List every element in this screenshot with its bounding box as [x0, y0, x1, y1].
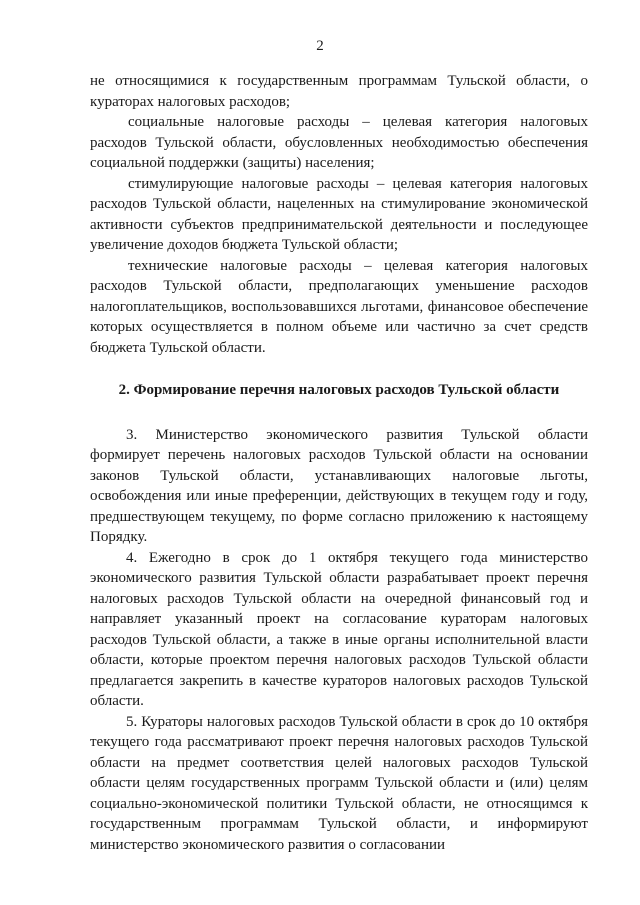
document-body [90, 71, 588, 855]
paragraph-stimulating-tax-expenses: стимулирующие налоговые расходы – целевая категория налоговых расходов Тульской области, нацеленных на стимулирование экономической активности субъектов предпринимательской деятельности и последующее увеличение доходов бюджета Тульской области; [90, 175, 588, 253]
paragraph-technical-tax-expenses: технические налоговые расходы – целевая категория налоговых расходов Тульской области, предполагающих уменьшение расходов налогоплательщиков, воспользовавшихся льготами, финансовое обеспечение которых осуществляется в полном объеме или частично за счет средств бюджета Тульской области. [90, 257, 588, 356]
paragraph-item-5: 5. Кураторы налоговых расходов Тульской области в срок до 10 октября текущего года рассматривают проект перечня налоговых расходов Тульской области на предмет соответствия целей налоговых расходов Тульской области целям государственных программ Тульской области и (или) целям социально-экономической политики Тульской области, не относящимся к государственным программам Тульской области, и информируют министерство экономического развития о согласовании [90, 713, 588, 853]
paragraph-item-3: 3. Министерство экономического развития Тульской области формирует перечень налоговых расходов Тульской области на основании законов Тульской области, устанавливающих налоговые льготы, освобождения или иные преференции, действующих в текущем году и году, предшествующем текущему, по форме согласно приложению к настоящему Порядку. [90, 426, 588, 545]
paragraph-item-4: 4. Ежегодно в срок до 1 октября текущего года министерство экономического развития Тульской области разрабатывает проект перечня налоговых расходов Тульской области на очередной финансовый год и направляет указанный проект на согласование кураторам налоговых расходов Тульской области, а также в иные органы исполнительной власти области, которые проектом перечня налоговых расходов Тульской области предлагается закрепить в качестве кураторов налоговых расходов Тульской области. [90, 549, 588, 709]
section-heading: 2. Формирование перечня налоговых расходов Тульской области [118, 382, 560, 398]
page-number: 2 [316, 38, 324, 54]
paragraph-social-tax-expenses: социальные налоговые расходы – целевая категория налоговых расходов Тульской области, обусловленных необходимостью обеспечения социальной поддержки (защиты) населения; [90, 114, 588, 171]
paragraph-continuation: не относящимися к государственным программам Тульской области, о кураторах налоговых расходов; [90, 73, 588, 110]
